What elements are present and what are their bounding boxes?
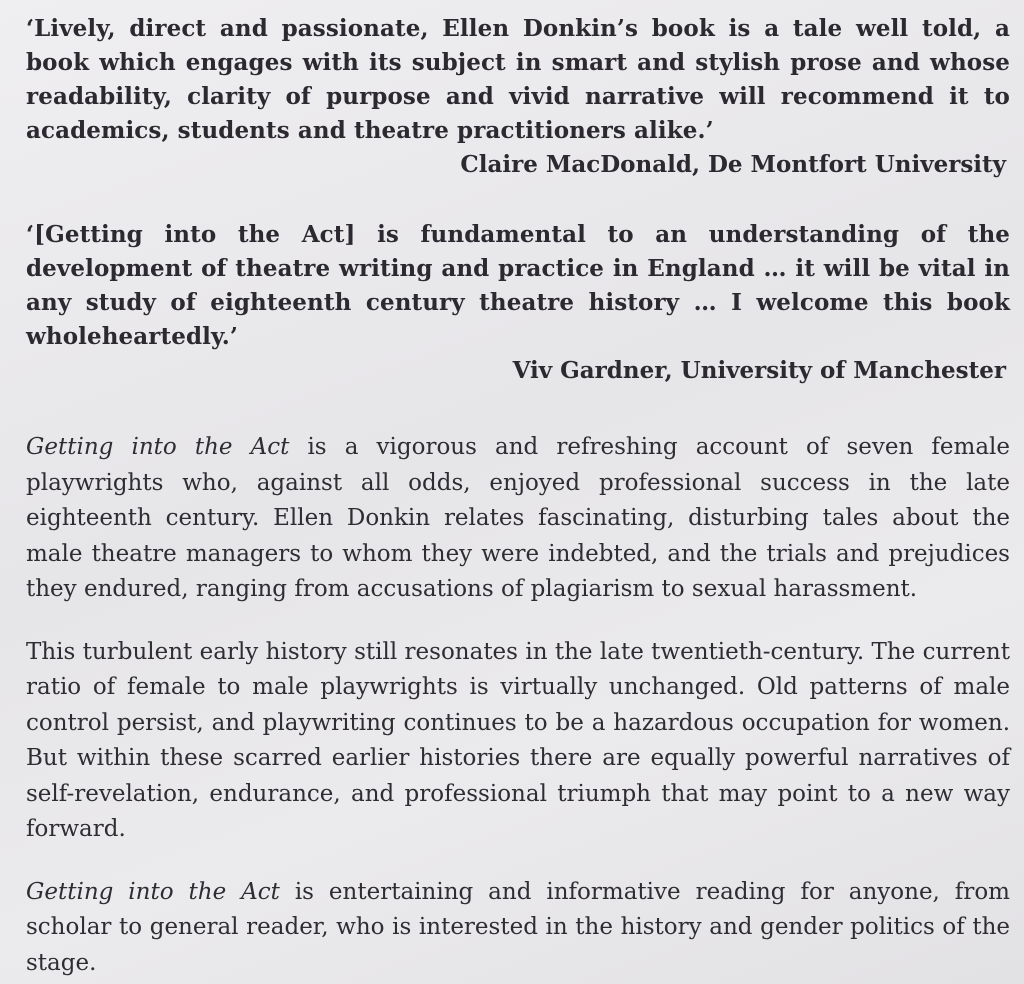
book-description [26, 430, 1010, 981]
review-1 [26, 12, 1010, 182]
review-quote: ‘Lively, direct and passionate, Ellen Donkin’s book is a tale well told, a book which engages with its subject in smart and stylish prose and whose readability, clarity of purpose and vivid narrative will recommend it to academics, students and theatre practitioners alike.’ [26, 15, 1010, 144]
book-title: Getting into the Act [26, 878, 280, 905]
review-2 [26, 218, 1010, 388]
review-attribution: Viv Gardner, University of Manchester [512, 357, 1006, 384]
book-title: Getting into the Act [26, 434, 290, 460]
description-paragraph-1 [26, 430, 1010, 608]
paragraph-text: is a vigorous and refreshing account of seven female playwrights who, against all odds, enjoyed professional success in the late eighteenth century. Ellen Donkin relates fascinating, disturbing tales about the male theatre managers to whom they were indebted, and the trials and prejudices they endured, ranging from accusations of plagiarism to sexual harassment. [26, 434, 1010, 602]
paragraph-text: is entertaining and informative reading for anyone, from scholar to general reader, who is interested in the history and gender politics of the stage. [26, 878, 1010, 976]
review-quote: ‘[Getting into the Act] is fundamental to an understanding of the development of theatre writing and practice in England … it will be vital in any study of eighteenth century theatre history … I welcome this book wholeheartedly.’ [26, 221, 1010, 350]
review-attribution: Claire MacDonald, De Montfort University [460, 151, 1006, 178]
description-paragraph-3 [26, 875, 1010, 982]
description-paragraph-2: This turbulent early history still resonates in the late twentieth-century. The current ratio of female to male playwrights is virtually unchanged. Old patterns of male control persist, and playwriting continues to be a hazardous occupation for women. But within these scarred earlier histories there are equally powerful narratives of self-revelation, endurance, and professional triumph that may point to a new way forward. [26, 638, 1010, 842]
